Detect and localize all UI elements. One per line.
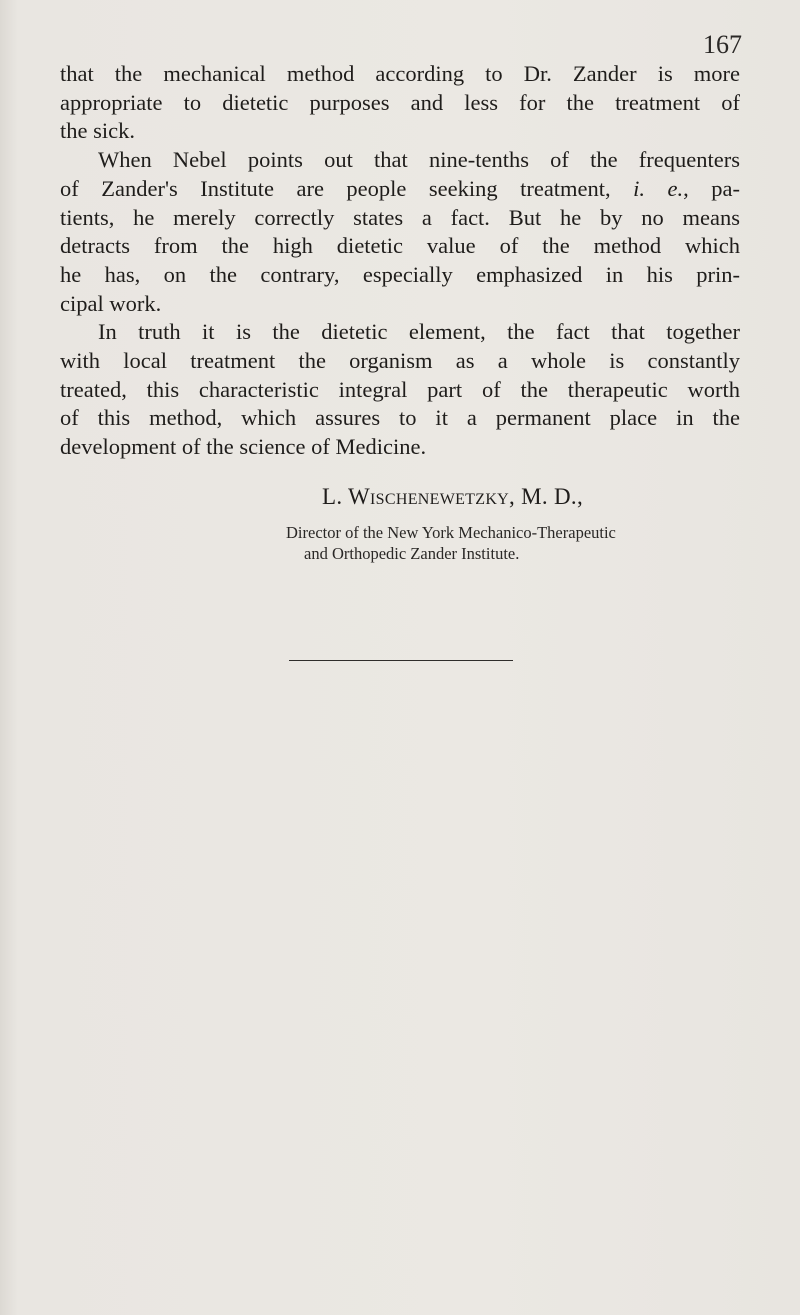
author-name (322, 484, 583, 509)
paragraph-line: detracts from the high dietetic value of the method which (60, 233, 740, 259)
paragraph-3 (60, 318, 740, 462)
paragraph-line: that the mechanical method according to Dr. Zander is more (60, 61, 740, 86)
paragraph-line: treated, this characteristic integral part of the therapeutic worth (60, 376, 740, 402)
paragraph-line: with local treatment the organism as a whole is constantly (60, 348, 740, 374)
paragraph-line: appropriate to dietetic purposes and less for the treatment of (60, 89, 740, 115)
section-divider (289, 660, 513, 661)
paragraph-line (60, 175, 740, 204)
author-name-text: L. Wischenewetzky, M. D., (322, 484, 583, 509)
signature-name (322, 484, 583, 510)
abbreviation-ie: i. e. (633, 175, 684, 201)
paragraph-line: cipal work. (60, 290, 162, 316)
line-text: of Zander's Institute are people seeking treatment, i. e., pa- (60, 175, 740, 201)
paragraph-2 (60, 146, 740, 318)
page-number: 167 (703, 30, 742, 59)
paragraph-line: development of the science of Medicine. (60, 434, 427, 460)
paragraph-line: the sick. (60, 118, 135, 144)
paragraph-line: In truth it is the dietetic element, the fact that together (98, 319, 740, 345)
author-affiliation (286, 522, 616, 564)
paragraph-line: he has, on the contrary, especially emphasized in his prin- (60, 261, 740, 287)
paragraph-line: tients, he merely correctly states a fact. But he by no means (60, 204, 740, 230)
affiliation-line-2: and Orthopedic Zander Institute. (304, 544, 520, 563)
paragraph-1 (60, 60, 740, 146)
affiliation-line-1: Director of the New York Mechanico-Therapeutic (286, 523, 616, 542)
body-text (60, 60, 740, 462)
paragraph-line: When Nebel points out that nine-tenths of the frequenters (98, 147, 740, 173)
paragraph-line: of this method, which assures to it a permanent place in the (60, 405, 740, 431)
